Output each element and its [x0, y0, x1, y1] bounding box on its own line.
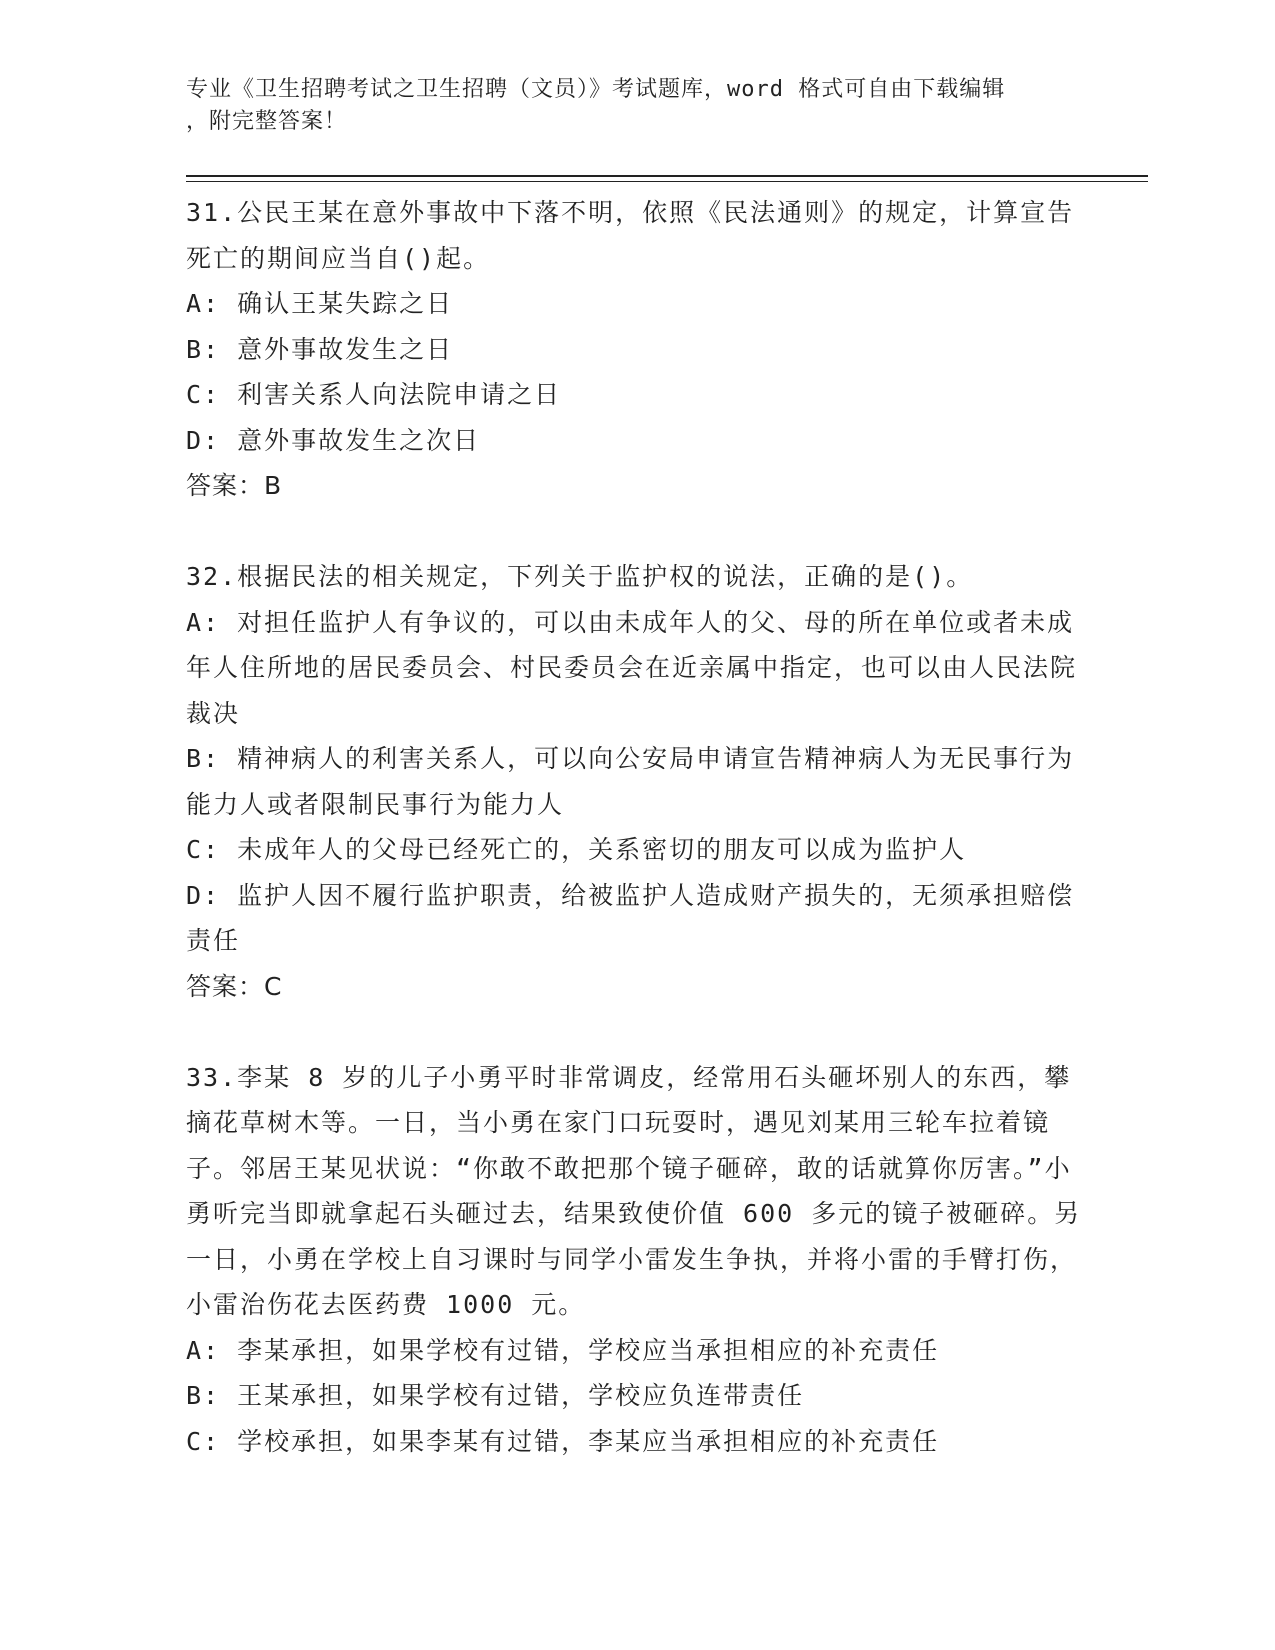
header-divider-thick [186, 175, 1148, 177]
question-33 [186, 1055, 1086, 1465]
question-31 [186, 190, 1086, 509]
option-c: C: 未成年人的父母已经死亡的，关系密切的朋友可以成为监护人 [186, 835, 967, 864]
header-line-2: ，附完整答案！ [186, 109, 348, 134]
question-32 [186, 554, 1086, 1009]
question-stem: 33.李某 8 岁的儿子小勇平时非常调皮，经常用石头砸坏别人的东西，攀摘花草树木等。一日，当小勇在家门口玩耍时，遇见刘某用三轮车拉着镜子。邻居王某见状说：“你敢不敢把那个镜子砸碎，敢的话就算你厉害。”小勇听完当即就拿起石头砸过去，结果致使价值 600 多元的镜子被砸碎。另一日，小勇在学校上自习课时与同学小雷发生争执，并将小雷的手臂打伤，小雷治伤花去医药费 1000 元。 [186, 1062, 1082, 1319]
answer: 答案：C [186, 971, 283, 1001]
answer: 答案：B [186, 471, 283, 500]
option-b: B: 精神病人的利害关系人，可以向公安局申请宣告精神病人为无民事行为能力人或者限制民事行为能力人 [186, 744, 1075, 819]
option-b: B: 王某承担，如果学校有过错，学校应负连带责任 [186, 1381, 805, 1410]
header-line-1: 专业《卫生招聘考试之卫生招聘（文员）》考试题库，word 格式可自由下载编辑 [186, 77, 1006, 102]
option-d: D: 意外事故发生之次日 [186, 425, 481, 455]
option-a: A: 确认王某失踪之日 [186, 289, 454, 318]
option-d: D: 监护人因不履行监护职责，给被监护人造成财产损失的，无须承担赔偿责任 [186, 880, 1075, 955]
option-c: C: 利害关系人向法院申请之日 [186, 380, 562, 409]
question-stem: 32.根据民法的相关规定，下列关于监护权的说法，正确的是()。 [186, 562, 974, 591]
header-divider-thin [186, 181, 1148, 182]
document-header [186, 74, 1066, 138]
option-c: C: 学校承担，如果李某有过错，李某应当承担相应的补充责任 [186, 1426, 940, 1456]
option-a: A: 对担任监护人有争议的，可以由未成年人的父、母的所在单位或者未成年人住所地的居民委员会、村民委员会在近亲属中指定，也可以由人民法院裁决 [186, 607, 1078, 728]
option-b: B: 意外事故发生之日 [186, 334, 454, 364]
question-stem: 31.公民王某在意外事故中下落不明，依照《民法通则》的规定，计算宣告死亡的期间应当自()起。 [186, 198, 1075, 273]
option-a: A: 李某承担，如果学校有过错，学校应当承担相应的补充责任 [186, 1335, 940, 1365]
question-list [186, 190, 1086, 1510]
